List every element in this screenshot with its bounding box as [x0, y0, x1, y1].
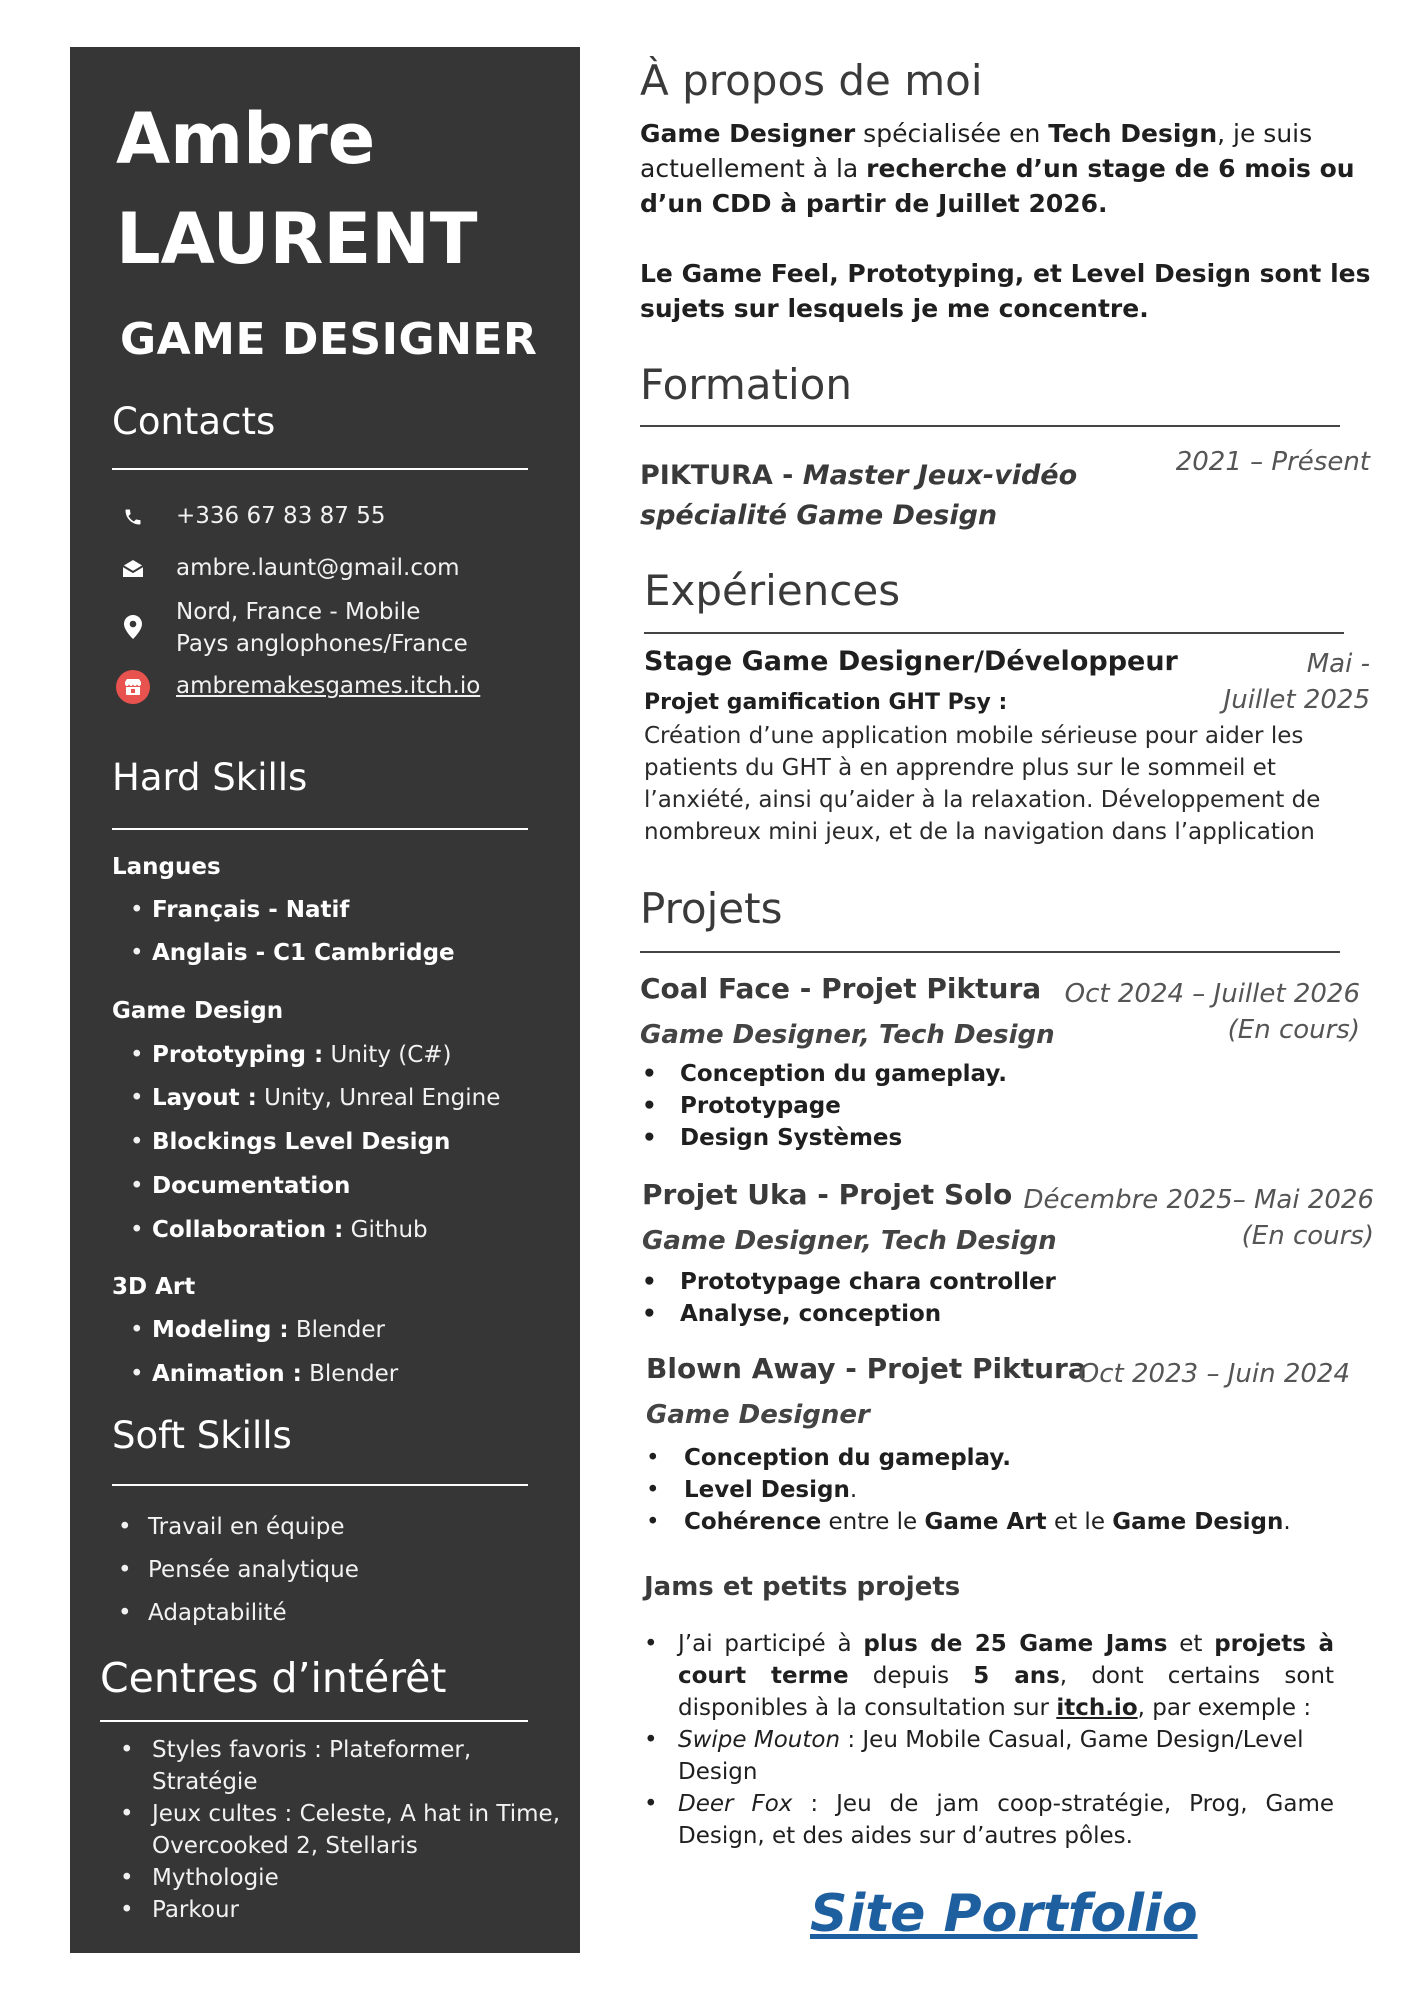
skill-item: • Collaboration : Github: [130, 1217, 428, 1243]
project-date: Décembre 2025– Mai 2026 (En cours): [1023, 1185, 1374, 1251]
mail-icon: [116, 552, 150, 586]
soft-skill-item: • Adaptabilité: [118, 1600, 287, 1626]
formation-divider: [640, 425, 1340, 427]
about-heading: À propos de moi: [640, 56, 983, 105]
location-text: [176, 596, 468, 660]
contacts-heading: Contacts: [112, 400, 276, 443]
itch-io-link[interactable]: itch.io: [1056, 1695, 1138, 1721]
formation-heading: Formation: [640, 360, 852, 409]
project-title: Projet Uka - Projet Solo: [642, 1178, 1013, 1211]
about-paragraph-2: Le Game Feel, Prototyping, et Level Design sont les sujets sur lesquels je me concentre.: [640, 259, 1371, 323]
experiences-divider: [644, 632, 1344, 634]
project-bullet: • Level Design.: [646, 1477, 858, 1503]
jam-bullet: • J’ai participé à plus de 25 Game Jams et projets à court terme depuis 5 ans, dont certains sont disponibles à la consultation sur itch.io, par exemple :: [644, 1631, 1334, 1721]
job-role: GAME DESIGNER: [120, 314, 538, 365]
project-role: Game Designer: [646, 1400, 870, 1430]
soft-skill-item: • Pensée analytique: [118, 1557, 359, 1583]
game-design-heading: Game Design: [112, 998, 284, 1024]
about-paragraph-1: Game Designer spécialisée en Tech Design, je suis actuellement à la recherche d’un stage de 6 mois ou d’un CDD à partir de Juillet 2026.: [640, 119, 1355, 218]
formation-entry: [640, 456, 1140, 536]
skill-item: • Prototyping : Unity (C#): [130, 1042, 452, 1068]
interest-item: • Parkour: [120, 1897, 239, 1923]
job-title: Stage Game Designer/Développeur: [644, 646, 1178, 677]
art-skill-item: • Animation : Blender: [130, 1361, 398, 1387]
location-line-2: Pays anglophones/France: [176, 631, 468, 657]
interests-heading: Centres d’intérêt: [100, 1654, 447, 1702]
project-title: Coal Face - Projet Piktura: [640, 972, 1042, 1005]
degree-name: Master Jeux-vidéo spécialité Game Design: [640, 460, 1078, 531]
email-row[interactable]: [116, 552, 459, 592]
job-date: Mai - Juillet 2025: [1223, 649, 1370, 715]
school-name: PIKTURA -: [640, 460, 803, 491]
project-title: Blown Away - Projet Piktura: [646, 1352, 1087, 1385]
experiences-heading: Expériences: [644, 566, 901, 615]
interest-item: • Styles favoris : Plateformer, Stratégie: [120, 1737, 472, 1795]
itch-io-icon: [116, 670, 150, 704]
skill-item: • Layout : Unity, Unreal Engine: [130, 1085, 500, 1111]
project-role: Game Designer, Tech Design: [642, 1226, 1057, 1256]
location-line-1: Nord, France - Mobile: [176, 599, 421, 625]
project-bullet: • Conception du gameplay.: [642, 1061, 1007, 1087]
hard-skills-heading: Hard Skills: [112, 756, 308, 799]
soft-skill-item: • Travail en équipe: [118, 1514, 345, 1540]
langues-heading: Langues: [112, 854, 221, 880]
portfolio-link[interactable]: Site Portfolio: [810, 1884, 1198, 1944]
phone-icon: [116, 500, 150, 534]
hard-skills-divider: [112, 828, 528, 830]
projets-divider: [640, 951, 1340, 953]
interest-item: • Jeux cultes : Celeste, A hat in Time, Overcooked 2, Stellaris: [120, 1801, 561, 1859]
website-row[interactable]: [116, 670, 480, 710]
formation-date: 2021 – Présent: [1175, 447, 1370, 477]
project-date: Oct 2023 – Juin 2024: [1078, 1359, 1350, 1389]
soft-skills-divider: [112, 1484, 528, 1486]
projets-heading: Projets: [640, 884, 783, 933]
job-project: Projet gamification GHT Psy :: [644, 690, 1008, 715]
soft-skills-heading: Soft Skills: [112, 1414, 292, 1457]
email-address[interactable]: ambre.launt@gmail.com: [176, 555, 460, 581]
project-role: Game Designer, Tech Design: [640, 1020, 1055, 1050]
langue-item: • Anglais - C1 Cambridge: [130, 940, 455, 966]
project-bullet: • Cohérence entre le Game Art et le Game Design.: [646, 1509, 1291, 1535]
project-bullet: • Prototypage chara controller: [642, 1269, 1056, 1295]
skill-item: • Blockings Level Design: [130, 1129, 450, 1155]
art-skill-item: • Modeling : Blender: [130, 1317, 385, 1343]
interest-item: • Mythologie: [120, 1865, 279, 1891]
contacts-divider: [112, 468, 528, 470]
website-link[interactable]: ambremakesgames.itch.io: [176, 673, 481, 699]
phone-row: [116, 500, 385, 540]
phone-number: +336 67 83 87 55: [176, 503, 386, 529]
jams-heading: Jams et petits projets: [644, 1572, 961, 1602]
langue-item: • Français - Natif: [130, 897, 349, 923]
project-bullet: • Design Systèmes: [642, 1125, 903, 1151]
jam-bullet: • Deer Fox : Jeu de jam coop-stratégie, Prog, Game Design, et des aides sur d’autres pôles.: [644, 1791, 1334, 1849]
project-bullet: • Analyse, conception: [642, 1301, 942, 1327]
3d-art-heading: 3D Art: [112, 1274, 196, 1300]
location-row: [116, 596, 468, 657]
last-name: LAURENT: [116, 198, 478, 280]
job-description: Création d’une application mobile sérieuse pour aider les patients du GHT à en apprendre plus sur le sommeil et l’anxiété, ainsi qu’aider à la relaxation. Développement de nombreux mini jeux, et de la navigation dans l’application: [644, 723, 1321, 845]
first-name: Ambre: [116, 98, 376, 180]
skill-item: • Documentation: [130, 1173, 350, 1199]
project-bullet: • Prototypage: [642, 1093, 841, 1119]
project-date: Oct 2024 – Juillet 2026 (En cours): [1064, 979, 1360, 1045]
location-pin-icon: [116, 610, 150, 644]
interests-divider: [100, 1720, 528, 1722]
jam-bullet: • Swipe Mouton : Jeu Mobile Casual, Game Design/Level Design: [644, 1727, 1304, 1785]
project-bullet: • Conception du gameplay.: [646, 1445, 1011, 1471]
